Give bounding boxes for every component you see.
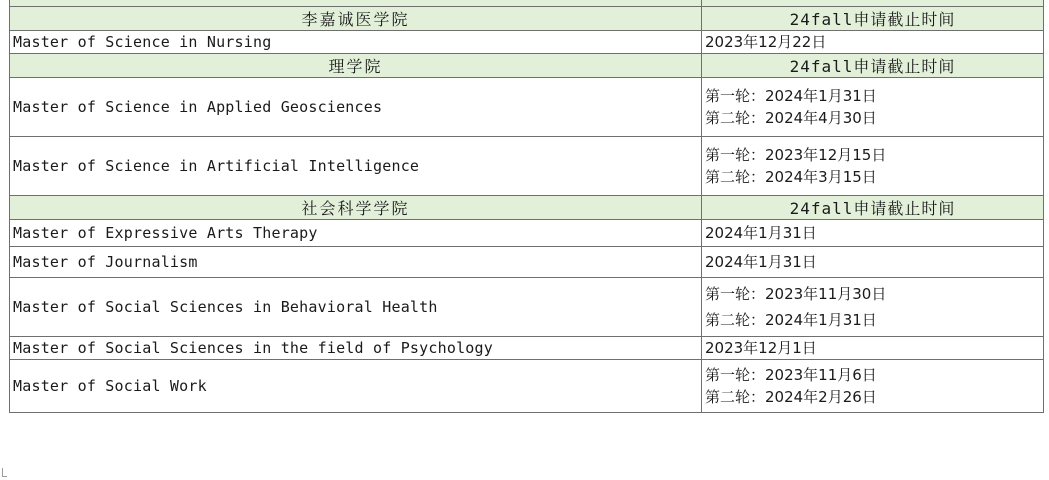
deadline-column-header: 24fall申请截止时间 <box>702 196 1044 220</box>
table-row <box>10 247 1044 278</box>
deadline-date: 2024年1月31日 <box>705 224 817 242</box>
table-row <box>10 78 1044 137</box>
deadline-round-2: 第二轮：2024年1月31日 <box>705 311 877 329</box>
deadline-column-header: 24fall申请截止时间 <box>702 7 1044 31</box>
deadline-round-2: 第二轮：2024年2月26日 <box>705 388 877 406</box>
section-header-row <box>10 196 1044 220</box>
program-name: Master of Science in Nursing <box>10 31 702 54</box>
section-header-row <box>10 7 1044 31</box>
cell-corner-mark <box>2 468 7 477</box>
school-name: 社会科学学院 <box>10 196 702 220</box>
deadline-date: 2023年12月1日 <box>705 339 817 357</box>
table-row <box>10 337 1044 360</box>
deadline-column-header: 24fall申请截止时间 <box>702 54 1044 78</box>
deadline-table <box>9 0 1044 413</box>
deadline-round-1: 第一轮：2023年11月30日 <box>705 285 887 303</box>
program-name: Master of Journalism <box>10 247 702 278</box>
table-row <box>10 137 1044 196</box>
table-row <box>10 31 1044 54</box>
table-row <box>10 220 1044 247</box>
program-name: Master of Social Sciences in Behavioral Health <box>10 278 702 337</box>
deadline-date: 2023年12月22日 <box>705 33 827 51</box>
deadline-round-2: 第二轮：2024年3月15日 <box>705 168 877 186</box>
table-row <box>10 278 1044 337</box>
deadline-cell <box>702 278 1044 337</box>
program-name: Master of Science in Applied Geosciences <box>10 78 702 137</box>
program-name: Master of Social Work <box>10 360 702 413</box>
school-name: 理学院 <box>10 54 702 78</box>
deadline-cell <box>702 337 1044 360</box>
section-header-row <box>10 54 1044 78</box>
deadline-round-1: 第一轮：2024年1月31日 <box>705 87 877 105</box>
program-name: Master of Expressive Arts Therapy <box>10 220 702 247</box>
deadline-cell <box>702 31 1044 54</box>
program-name: Master of Social Sciences in the field of Psychology <box>10 337 702 360</box>
deadline-round-2: 第二轮：2024年4月30日 <box>705 109 877 127</box>
deadline-cell <box>702 247 1044 278</box>
deadline-cell <box>702 78 1044 137</box>
deadline-date: 2024年1月31日 <box>705 253 817 271</box>
deadline-cell <box>702 137 1044 196</box>
school-name: 李嘉诚医学院 <box>10 7 702 31</box>
deadline-round-1: 第一轮：2023年12月15日 <box>705 146 887 164</box>
program-name: Master of Science in Artificial Intelligence <box>10 137 702 196</box>
deadline-cell <box>702 360 1044 413</box>
table-row <box>10 360 1044 413</box>
deadline-round-1: 第一轮：2023年11月6日 <box>705 366 877 384</box>
deadline-cell <box>702 220 1044 247</box>
